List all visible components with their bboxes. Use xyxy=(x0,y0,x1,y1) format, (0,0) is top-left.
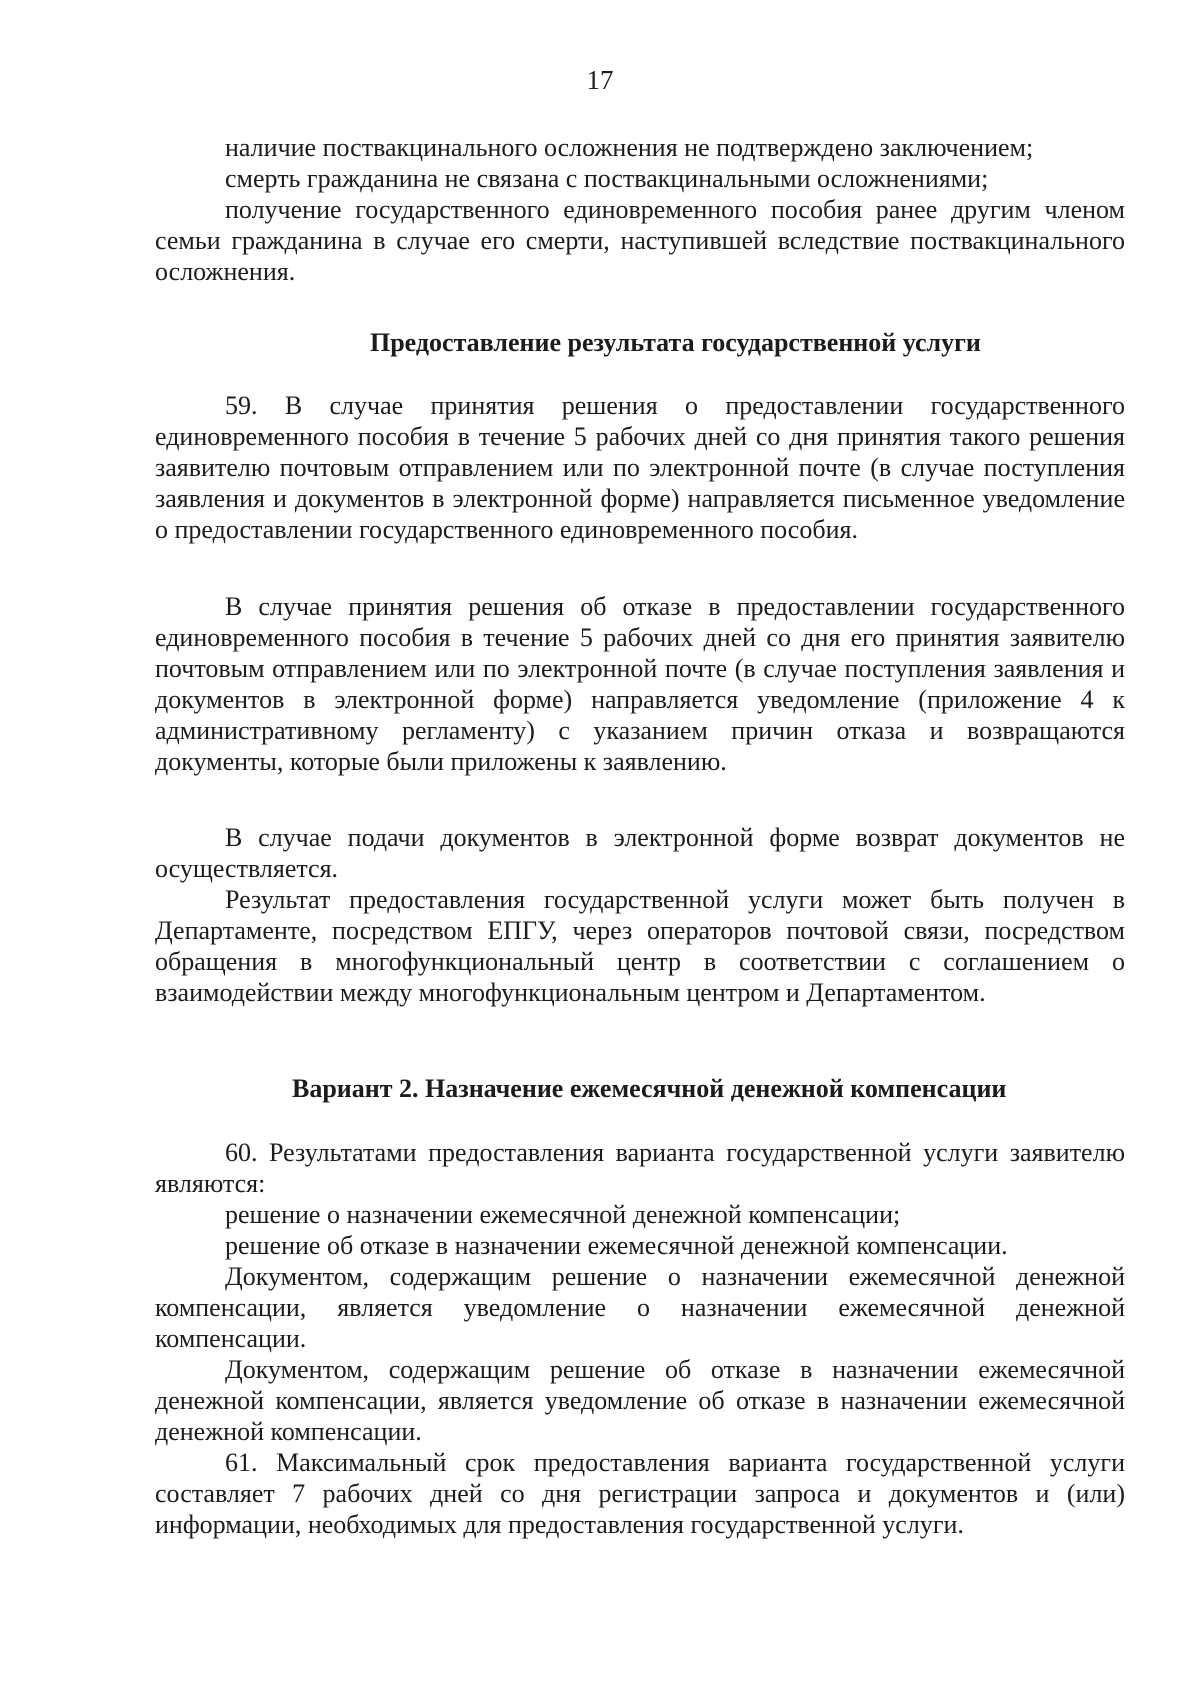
list-item: решение о назначении ежемесячной денежной компенсации; xyxy=(225,1200,901,1229)
page-number: 17 xyxy=(586,65,614,95)
paragraph: Документом, содержащим решение о назначении ежемесячной денежной компенсации, является уведомление о назначении ежемесячной денежной компенсации. xyxy=(155,1262,1125,1353)
paragraph-59: 59. В случае принятия решения о предоставлении государственного единовременного пособия в течение 5 рабочих дней со дня принятия такого решения заявителю почтовым отправлением или по электронной почте (в случае поступления заявления и документов в электронной форме) направляется письменное уведомление о предоставлении государственного единовременного пособия. xyxy=(155,391,1125,544)
paragraph: В случае принятия решения об отказе в предоставлении государственного единовременного пособия в течение 5 рабочих дней со дня его принятия заявителю почтовым отправлением или по электронной почте (в случае поступления заявления и документов в электронной форме) направляется уведомление (приложение 4 к административному регламенту) с указанием причин отказа и возвращаются документы, которые были приложены к заявлению. xyxy=(155,592,1125,776)
section-heading: Вариант 2. Назначение ежемесячной денежной компенсации xyxy=(292,1074,1007,1103)
paragraph: смерть гражданина не связана с поствакцинальными осложнениями; xyxy=(225,164,989,193)
section-heading: Предоставление результата государственной услуги xyxy=(370,328,981,357)
paragraph: Документом, содержащим решение об отказе в назначении ежемесячной денежной компенсации, является уведомление об отказе в назначении ежемесячной денежной компенсации. xyxy=(155,1355,1125,1446)
paragraph: наличие поствакцинального осложнения не подтверждено заключением; xyxy=(225,133,1034,162)
paragraph: Результат предоставления государственной услуги может быть получен в Департаменте, посредством ЕПГУ, через операторов почтовой связи, посредством обращения в многофункциональный центр в соответствии с соглашением о взаимодействии между многофункциональным центром и Департаментом. xyxy=(155,885,1125,1007)
paragraph: получение государственного единовременного пособия ранее другим членом семьи гражданина в случае его смерти, наступившей вследствие поствакцинального осложнения. xyxy=(155,195,1125,286)
paragraph-61: 61. Максимальный срок предоставления варианта государственной услуги составляет 7 рабочих дней со дня регистрации запроса и документов и (или) информации, необходимых для предоставления государственной услуги. xyxy=(155,1448,1125,1539)
paragraph: В случае подачи документов в электронной форме возврат документов не осуществляется. xyxy=(155,823,1125,883)
list-item: решение об отказе в назначении ежемесячной денежной компенсации. xyxy=(225,1231,1008,1260)
paragraph-60: 60. Результатами предоставления варианта государственной услуги заявителю являются: xyxy=(155,1138,1125,1198)
